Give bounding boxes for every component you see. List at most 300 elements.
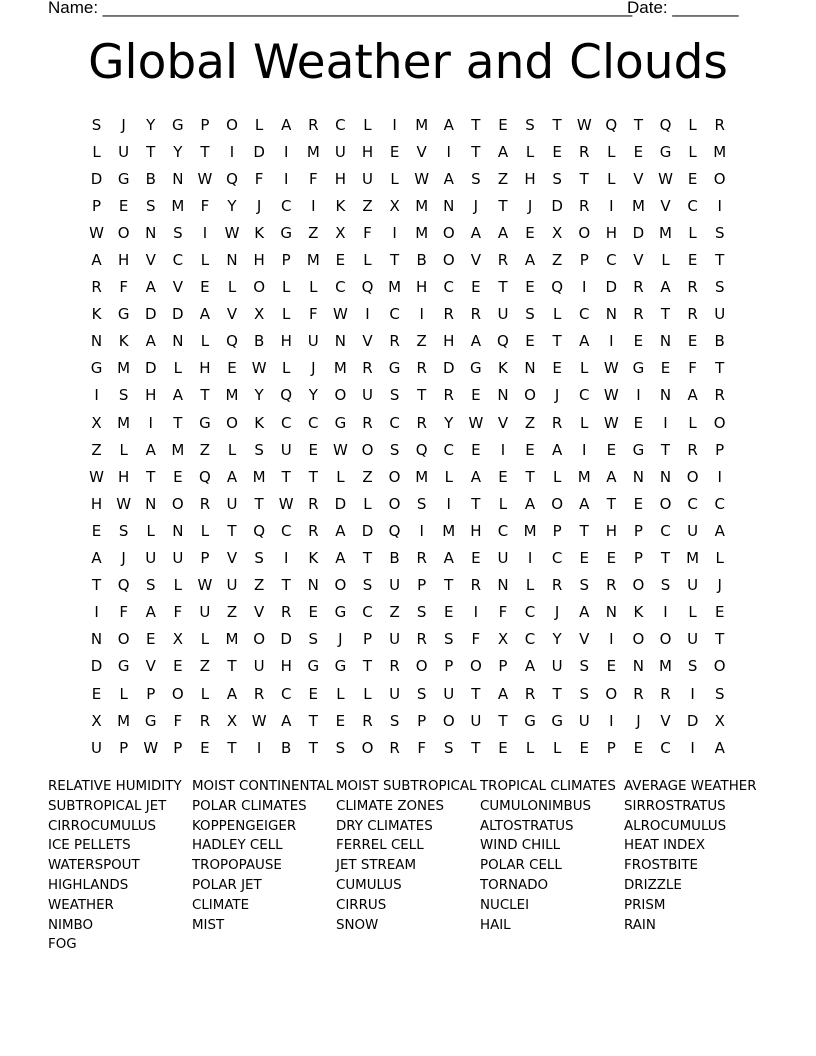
grid-letter: T	[471, 115, 481, 134]
grid-letter: G	[334, 603, 347, 622]
grid-letter: E	[471, 386, 481, 405]
grid-letter: I	[256, 738, 262, 757]
grid-letter: V	[145, 657, 156, 676]
grid-letter: M	[225, 386, 239, 405]
grid-letter: E	[525, 440, 535, 459]
grid-letter: N	[632, 467, 645, 486]
grid-letter: S	[660, 576, 671, 595]
grid-letter: T	[389, 251, 400, 270]
grid-letter: U	[389, 684, 401, 703]
grid-row	[83, 599, 733, 626]
grid-letter: R	[579, 196, 590, 215]
grid-letter: A	[470, 467, 481, 486]
grid-letter: M	[333, 359, 347, 378]
grid-letter: D	[90, 657, 103, 676]
grid-letter: T	[308, 711, 318, 730]
word-list-item: HEAT INDEX	[624, 838, 705, 854]
grid-letter: X	[335, 223, 346, 242]
grid-letter: L	[173, 576, 182, 595]
grid-letter: E	[498, 738, 508, 757]
grid-letter: W	[414, 169, 430, 188]
grid-letter: V	[145, 251, 156, 270]
grid-letter: A	[335, 549, 346, 568]
grid-letter: B	[253, 332, 265, 351]
grid-letter: B	[281, 738, 292, 757]
grid-letter: S	[687, 657, 698, 676]
grid-letter: P	[417, 576, 427, 595]
grid-letter: L	[715, 549, 724, 568]
grid-letter: A	[579, 494, 590, 513]
grid-letter: M	[659, 657, 672, 676]
grid-letter: Y	[444, 413, 454, 432]
grid-letter: E	[471, 440, 481, 459]
grid-letter: G	[659, 142, 672, 161]
grid-letter: N	[172, 169, 184, 188]
grid-letter: Q	[361, 278, 374, 297]
grid-letter: U	[361, 169, 373, 188]
grid-letter: W	[576, 115, 592, 134]
grid-letter: J	[473, 196, 479, 215]
grid-letter: L	[498, 494, 508, 513]
word-column	[480, 777, 624, 955]
grid-letter: L	[227, 278, 237, 297]
grid-letter: W	[197, 576, 213, 595]
grid-letter: T	[200, 386, 210, 405]
grid-letter: J	[554, 386, 560, 405]
grid-letter: A	[687, 386, 698, 405]
grid-letter: S	[145, 196, 156, 215]
grid-letter: Y	[146, 115, 156, 134]
grid-letter: T	[471, 684, 481, 703]
grid-letter: Q	[415, 440, 428, 459]
grid-letter: F	[688, 359, 697, 378]
grid-letter: N	[443, 196, 455, 215]
grid-letter: M	[415, 115, 429, 134]
grid-letter: T	[362, 657, 373, 676]
grid-letter: H	[334, 169, 347, 188]
grid-letter: N	[226, 251, 238, 270]
word-list-item: ALTOSTRATUS	[480, 818, 574, 834]
grid-letter: R	[551, 576, 563, 595]
grid-letter: A	[145, 440, 156, 459]
grid-letter: H	[605, 521, 617, 540]
grid-letter: H	[280, 332, 292, 351]
grid-row	[83, 463, 733, 490]
grid-letter: T	[362, 549, 373, 568]
word-list-item: PRISM	[624, 897, 666, 913]
grid-letter: Z	[199, 657, 211, 676]
word-list-item: CUMULONIMBUS	[480, 798, 592, 814]
grid-letter: F	[173, 711, 183, 730]
grid-letter: C	[660, 738, 671, 757]
grid-letter: T	[146, 142, 156, 161]
grid-letter: E	[335, 711, 346, 730]
grid-letter: U	[389, 630, 401, 649]
grid-letter: G	[117, 305, 130, 324]
grid-letter: A	[91, 549, 102, 568]
grid-letter: Q	[280, 386, 293, 405]
grid-letter: P	[633, 521, 643, 540]
grid-letter: Y	[308, 386, 318, 405]
grid-letter: F	[119, 278, 128, 297]
grid-letter: C	[443, 278, 454, 297]
grid-letter: U	[226, 576, 238, 595]
grid-letter: I	[609, 630, 614, 649]
grid-letter: L	[580, 413, 589, 432]
grid-letter: L	[363, 251, 372, 270]
grid-letter: O	[632, 576, 645, 595]
grid-letter: V	[633, 251, 644, 270]
word-list-item: WIND CHILL	[480, 838, 561, 854]
grid-letter: O	[117, 630, 130, 649]
date-field-label: Date: _______	[627, 0, 739, 17]
grid-letter: L	[688, 603, 697, 622]
grid-letter: E	[173, 657, 183, 676]
grid-letter: N	[145, 494, 157, 513]
grid-letter: O	[117, 223, 130, 242]
grid-letter: X	[91, 711, 102, 730]
grid-letter: Y	[227, 196, 237, 215]
word-list-item: POLAR JET	[192, 877, 262, 893]
grid-letter: I	[94, 603, 99, 622]
grid-letter: Z	[362, 196, 373, 215]
grid-letter: R	[497, 251, 509, 270]
grid-row	[83, 219, 733, 246]
grid-letter: C	[524, 630, 536, 649]
grid-letter: U	[118, 142, 130, 161]
grid-letter: R	[687, 305, 698, 324]
grid-letter: C	[308, 413, 319, 432]
grid-letter: N	[497, 576, 509, 595]
grid-letter: L	[552, 467, 562, 486]
word-list-item: MOIST CONTINENTAL	[192, 779, 334, 794]
grid-letter: T	[660, 305, 671, 324]
grid-letter: S	[389, 711, 400, 730]
grid-letter: E	[633, 142, 644, 161]
grid-letter: I	[582, 440, 587, 459]
grid-letter: R	[470, 576, 482, 595]
grid-letter: G	[117, 169, 130, 188]
grid-letter: I	[283, 549, 289, 568]
word-list-item: ALROCUMULUS	[624, 818, 727, 834]
grid-row	[83, 138, 733, 165]
grid-letter: C	[578, 305, 590, 324]
grid-letter: I	[365, 305, 370, 324]
grid-letter: Z	[524, 413, 536, 432]
grid-letter: T	[146, 467, 156, 486]
grid-letter: E	[471, 278, 481, 297]
grid-letter: N	[497, 386, 509, 405]
grid-letter: E	[227, 359, 237, 378]
grid-letter: O	[442, 711, 455, 730]
grid-letter: Z	[416, 332, 427, 351]
grid-letter: W	[251, 359, 267, 378]
word-list-item: RAIN	[624, 917, 656, 933]
grid-letter: N	[659, 386, 672, 405]
grid-letter: D	[90, 169, 103, 188]
grid-letter: I	[473, 603, 479, 622]
grid-letter: V	[497, 413, 509, 432]
grid-letter: A	[443, 169, 454, 188]
grid-letter: O	[253, 278, 266, 297]
grid-row	[83, 111, 733, 138]
grid-letter: K	[91, 305, 102, 324]
grid-letter: N	[90, 332, 103, 351]
grid-letter: P	[444, 657, 454, 676]
grid-letter: X	[552, 223, 563, 242]
grid-letter: A	[281, 115, 292, 134]
grid-letter: R	[633, 684, 644, 703]
grid-row	[83, 517, 733, 544]
grid-letter: U	[172, 549, 184, 568]
grid-letter: U	[334, 142, 346, 161]
grid-letter: L	[552, 738, 562, 757]
grid-letter: H	[199, 359, 211, 378]
grid-letter: K	[254, 223, 265, 242]
grid-letter: G	[172, 115, 184, 134]
grid-letter: W	[468, 413, 484, 432]
grid-letter: C	[497, 521, 509, 540]
grid-letter: E	[633, 494, 644, 513]
grid-letter: S	[308, 630, 319, 649]
grid-letter: R	[416, 549, 427, 568]
grid-letter: A	[443, 115, 454, 134]
grid-letter: N	[632, 657, 645, 676]
word-list-item: SUBTROPICAL JET	[48, 798, 167, 814]
grid-letter: R	[524, 684, 536, 703]
grid-letter: C	[389, 413, 400, 432]
grid-letter: T	[281, 467, 291, 486]
grid-letter: W	[278, 494, 294, 513]
word-list-item: POLAR CLIMATES	[192, 798, 307, 814]
grid-letter: H	[118, 251, 130, 270]
grid-row	[83, 165, 733, 192]
grid-letter: O	[415, 657, 428, 676]
grid-letter: E	[606, 440, 617, 459]
grid-letter: E	[471, 549, 481, 568]
grid-letter: L	[146, 521, 155, 540]
grid-letter: B	[389, 549, 400, 568]
grid-letter: S	[118, 521, 129, 540]
grid-letter: P	[579, 251, 589, 270]
grid-letter: A	[660, 278, 671, 297]
grid-letter: H	[524, 169, 536, 188]
grid-letter: V	[362, 332, 373, 351]
grid-letter: O	[659, 494, 672, 513]
grid-letter: S	[714, 223, 725, 242]
grid-letter: V	[579, 630, 590, 649]
grid-letter: M	[577, 467, 591, 486]
grid-letter: T	[660, 549, 671, 568]
grid-letter: T	[227, 657, 237, 676]
grid-letter: R	[660, 684, 671, 703]
grid-letter: L	[552, 305, 562, 324]
grid-letter: A	[145, 278, 156, 297]
grid-letter: S	[552, 169, 562, 188]
grid-letter: M	[415, 467, 429, 486]
grid-letter: J	[636, 711, 641, 730]
grid-letter: G	[90, 359, 103, 378]
grid-letter: W	[116, 494, 132, 513]
grid-letter: Q	[199, 467, 211, 486]
grid-letter: Z	[199, 440, 211, 459]
grid-letter: A	[524, 657, 536, 676]
grid-letter: K	[335, 196, 346, 215]
grid-letter: N	[307, 576, 319, 595]
word-list-item: MIST	[192, 917, 225, 933]
grid-letter: N	[172, 521, 184, 540]
grid-letter: P	[498, 657, 508, 676]
grid-letter: E	[91, 521, 102, 540]
grid-letter: S	[416, 603, 427, 622]
grid-letter: T	[471, 494, 481, 513]
grid-letter: Q	[117, 576, 130, 595]
word-list-item: CIRRUS	[336, 897, 387, 913]
word-list-item: CLIMATE	[192, 897, 250, 913]
grid-letter: A	[145, 332, 156, 351]
letter-grid	[83, 111, 733, 761]
grid-letter: S	[389, 440, 400, 459]
grid-letter: I	[609, 196, 614, 215]
grid-letter: M	[631, 196, 645, 215]
grid-letter: M	[659, 223, 672, 242]
grid-letter: U	[226, 494, 238, 513]
grid-letter: C	[687, 494, 698, 513]
grid-letter: L	[607, 142, 616, 161]
grid-row	[83, 328, 733, 355]
grid-letter: W	[603, 359, 619, 378]
grid-letter: V	[416, 142, 427, 161]
grid-letter: H	[605, 223, 617, 242]
grid-letter: E	[606, 549, 617, 568]
word-list-item: TROPICAL CLIMATES	[480, 779, 616, 794]
grid-letter: U	[470, 711, 482, 730]
grid-letter: A	[552, 440, 563, 459]
grid-letter: R	[551, 413, 563, 432]
grid-letter: S	[145, 576, 156, 595]
grid-letter: A	[497, 142, 509, 161]
grid-letter: L	[254, 115, 264, 134]
grid-row	[83, 246, 733, 273]
grid-letter: I	[283, 142, 289, 161]
word-list-item: FERREL CELL	[336, 838, 424, 854]
grid-letter: T	[227, 521, 237, 540]
grid-letter: O	[524, 386, 536, 405]
grid-letter: Z	[389, 603, 400, 622]
grid-letter: R	[308, 521, 319, 540]
grid-letter: P	[715, 440, 725, 459]
word-list-item: CUMULUS	[336, 877, 402, 893]
grid-letter: G	[632, 440, 645, 459]
grid-letter: A	[579, 332, 590, 351]
grid-letter: M	[252, 467, 266, 486]
grid-letter: S	[118, 386, 129, 405]
grid-letter: W	[603, 413, 619, 432]
grid-letter: T	[498, 711, 508, 730]
grid-letter: I	[663, 603, 668, 622]
grid-letter: T	[715, 630, 725, 649]
grid-letter: L	[119, 684, 128, 703]
grid-letter: E	[118, 196, 129, 215]
word-list-item: CIRROCUMULUS	[48, 818, 157, 834]
grid-letter: E	[200, 278, 210, 297]
grid-letter: L	[444, 467, 453, 486]
grid-letter: J	[311, 359, 316, 378]
grid-letter: H	[253, 251, 265, 270]
grid-letter: B	[145, 169, 156, 188]
grid-letter: C	[280, 684, 292, 703]
grid-letter: E	[308, 603, 319, 622]
grid-letter: M	[442, 521, 456, 540]
grid-letter: U	[714, 305, 726, 324]
grid-letter: E	[525, 332, 535, 351]
grid-letter: H	[361, 142, 374, 161]
word-list-item: DRIZZLE	[624, 877, 682, 893]
grid-letter: R	[633, 278, 644, 297]
grid-letter: A	[470, 332, 481, 351]
grid-letter: M	[225, 630, 239, 649]
grid-letter: F	[363, 223, 372, 242]
grid-letter: F	[417, 738, 426, 757]
grid-letter: A	[714, 521, 725, 540]
grid-letter: F	[173, 603, 183, 622]
grid-letter: R	[280, 603, 292, 622]
grid-letter: H	[443, 332, 455, 351]
word-bank	[48, 777, 768, 955]
grid-letter: L	[200, 251, 210, 270]
grid-letter: A	[606, 467, 617, 486]
grid-letter: Y	[254, 386, 264, 405]
grid-letter: R	[687, 278, 698, 297]
grid-letter: P	[633, 549, 643, 568]
grid-letter: W	[603, 386, 619, 405]
grid-letter: Q	[659, 115, 672, 134]
grid-letter: M	[117, 711, 131, 730]
grid-row	[83, 490, 733, 517]
word-list-item: CLIMATE ZONES	[336, 798, 445, 814]
word-column	[336, 777, 480, 955]
grid-letter: D	[442, 359, 455, 378]
grid-row	[83, 436, 733, 463]
grid-letter: E	[606, 657, 617, 676]
grid-letter: U	[497, 305, 509, 324]
grid-letter: W	[197, 169, 213, 188]
grid-letter: C	[280, 413, 292, 432]
grid-letter: M	[686, 549, 700, 568]
grid-letter: D	[280, 630, 292, 649]
grid-letter: S	[525, 115, 535, 134]
grid-letter: U	[497, 549, 509, 568]
grid-letter: E	[633, 332, 644, 351]
grid-letter: N	[659, 332, 672, 351]
grid-letter: I	[419, 521, 424, 540]
grid-letter: R	[579, 142, 590, 161]
grid-letter: I	[229, 142, 235, 161]
grid-letter: T	[308, 738, 318, 757]
grid-letter: O	[226, 115, 238, 134]
grid-letter: V	[226, 549, 238, 568]
grid-letter: A	[524, 494, 536, 513]
grid-letter: D	[551, 196, 563, 215]
grid-letter: M	[523, 521, 537, 540]
grid-letter: C	[172, 251, 184, 270]
grid-letter: A	[172, 386, 183, 405]
grid-letter: A	[524, 251, 536, 270]
grid-letter: P	[200, 115, 210, 134]
word-list-item: DRY CLIMATES	[336, 818, 433, 834]
grid-letter: J	[527, 196, 533, 215]
grid-letter: I	[690, 684, 695, 703]
